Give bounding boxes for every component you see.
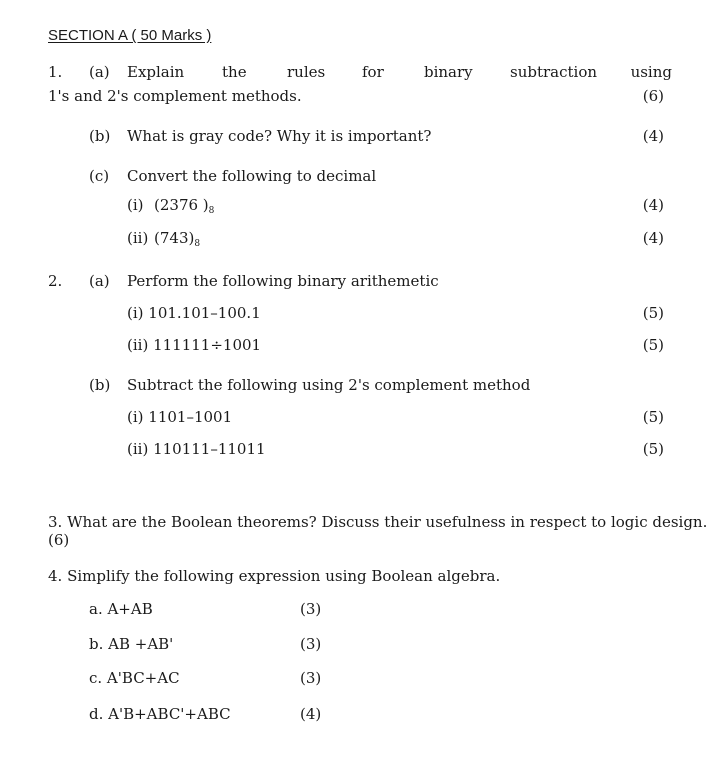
q4-item-d: d. A'B+ABC'+ABC (89, 705, 231, 723)
q4-item-a: a. A+AB (89, 600, 153, 618)
q1-number: 1. (48, 63, 63, 81)
q1c-i-expr (154, 196, 214, 220)
q1c-text: Convert the following to decimal (127, 167, 377, 185)
q2b-i-marks: (5) (642, 408, 664, 426)
q4-item-c: c. A'BC+AC (89, 669, 180, 687)
q2b-ii-marks: (5) (642, 440, 664, 458)
q4-item-d-marks: (4) (300, 705, 322, 723)
q4-item-a-marks: (3) (300, 600, 322, 618)
q4-item-b: b. AB +AB' (89, 635, 174, 653)
q2-number: 2. (48, 272, 63, 290)
q3-text: 3. What are the Boolean theorems? Discuss their usefulness in respect to logic design. (48, 513, 708, 531)
q2a-text: Perform the following binary arithemetic (127, 272, 439, 290)
q1a-word: the (222, 63, 247, 81)
q1c-ii-base: 8 (194, 239, 201, 249)
q1a-word: binary (424, 63, 473, 81)
q1a-word: subtraction (510, 63, 598, 81)
q1c-i-marks: (4) (642, 196, 664, 214)
q2b-i: (i) 1101–1001 (127, 408, 233, 426)
q1a-word: Explain (127, 63, 185, 81)
q1c-i-value: (2376 ) (154, 196, 209, 214)
q2a-i: (i) 101.101–100.1 (127, 304, 261, 322)
q1c-ii-value: (743) (154, 229, 195, 247)
q1a-line2: 1's and 2's complement methods. (48, 87, 302, 105)
q4-item-c-marks: (3) (300, 669, 322, 687)
q4-item-b-marks: (3) (300, 635, 322, 653)
q2a-label: (a) (89, 272, 110, 290)
q2a-i-marks: (5) (642, 304, 664, 322)
q1c-ii-marks: (4) (642, 229, 664, 247)
q1c-i-base: 8 (208, 206, 215, 216)
q2b-ii: (ii) 110111–11011 (127, 440, 266, 458)
q2b-text: Subtract the following using 2's complement method (127, 376, 531, 394)
q4-text: 4. Simplify the following expression using Boolean algebra. (48, 567, 501, 585)
q1a-marks: (6) (642, 87, 664, 105)
q1c-ii-label: (ii) (127, 229, 149, 247)
q1b-text: What is gray code? Why it is important? (127, 127, 432, 145)
q1c-i-label: (i) (127, 196, 144, 214)
q1c-ii-expr (154, 229, 200, 253)
q2a-ii: (ii) 111111÷1001 (127, 336, 262, 354)
q1b-label: (b) (89, 127, 111, 145)
q1b-marks: (4) (642, 127, 664, 145)
q1a-label: (a) (89, 63, 110, 81)
q2a-ii-marks: (5) (642, 336, 664, 354)
q1a-word: rules (287, 63, 326, 81)
q1a-word: for (362, 63, 384, 81)
q1a-word: using (630, 63, 672, 81)
q1c-label: (c) (89, 167, 110, 185)
q2b-label: (b) (89, 376, 111, 394)
section-title: SECTION A ( 50 Marks ) (48, 27, 212, 44)
q3-marks: (6) (48, 531, 70, 549)
